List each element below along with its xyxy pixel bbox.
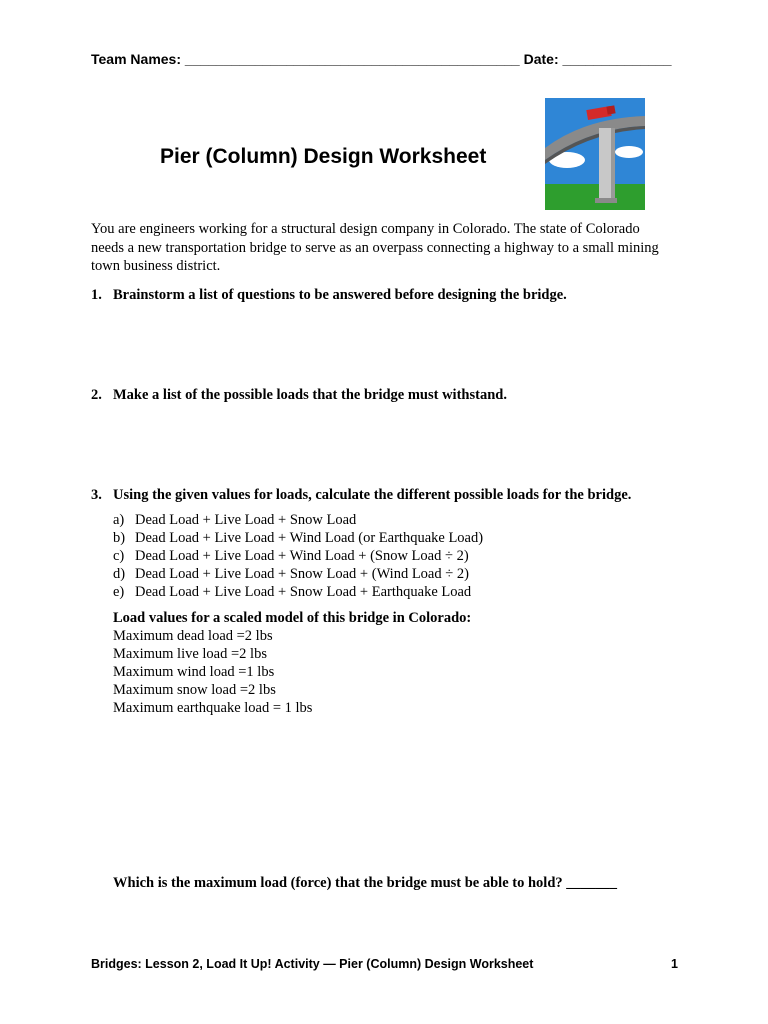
item-text: Dead Load + Live Load + Snow Load bbox=[135, 512, 357, 528]
question-text: Make a list of the possible loads that the bridge must withstand. bbox=[113, 387, 507, 403]
load-value-item: Maximum snow load =2 lbs bbox=[113, 682, 276, 698]
load-value-item: Maximum earthquake load = 1 lbs bbox=[113, 700, 313, 716]
item-letter: e) bbox=[113, 584, 125, 600]
load-values-block bbox=[113, 609, 471, 717]
item-letter: a) bbox=[113, 512, 125, 528]
question-number: 3. bbox=[91, 487, 102, 503]
load-values-heading: Load values for a scaled model of this bridge in Colorado: bbox=[113, 610, 472, 626]
item-text: Dead Load + Live Load + Snow Load + (Wind Load ÷ 2) bbox=[135, 566, 469, 582]
question-number: 1. bbox=[91, 287, 102, 303]
item-letter: c) bbox=[113, 548, 125, 564]
question-number: 2. bbox=[91, 387, 102, 403]
item-letter: b) bbox=[113, 530, 126, 546]
footer-text: Bridges: Lesson 2, Load It Up! Activity — Pier (Column) Design Worksheet bbox=[91, 957, 534, 971]
item-text: Dead Load + Live Load + Wind Load + (Snow Load ÷ 2) bbox=[135, 548, 469, 564]
load-value-item: Maximum wind load =1 lbs bbox=[113, 664, 275, 680]
max-load-question[interactable]: Which is the maximum load (force) that the bridge must be able to hold? _______ bbox=[113, 875, 618, 891]
load-value-item: Maximum dead load =2 lbs bbox=[113, 628, 273, 644]
team-names-label: Team Names: bbox=[91, 51, 182, 67]
intro-paragraph: You are engineers working for a structural design company in Colorado. The state of Colorado needs a new transportation bridge to serve as an overpass connecting a highway to a small mining town business district. bbox=[91, 221, 659, 274]
question-text: Using the given values for loads, calculate the different possible loads for the bridge. bbox=[113, 487, 632, 503]
header-line bbox=[91, 51, 672, 67]
item-text: Dead Load + Live Load + Snow Load + Earthquake Load bbox=[135, 584, 472, 600]
date-blank[interactable]: ______________ bbox=[562, 51, 672, 67]
load-value-item: Maximum live load =2 lbs bbox=[113, 646, 267, 662]
page-title: Pier (Column) Design Worksheet bbox=[160, 145, 487, 168]
page-number: 1 bbox=[671, 957, 678, 971]
date-label: Date: bbox=[523, 51, 559, 67]
bridge-overpass-icon bbox=[545, 98, 645, 210]
team-names-blank[interactable]: ___________________________________________ bbox=[184, 51, 520, 67]
question-text: Brainstorm a list of questions to be answered before designing the bridge. bbox=[113, 287, 567, 303]
item-letter: d) bbox=[113, 566, 126, 582]
item-text: Dead Load + Live Load + Wind Load (or Earthquake Load) bbox=[135, 530, 484, 546]
